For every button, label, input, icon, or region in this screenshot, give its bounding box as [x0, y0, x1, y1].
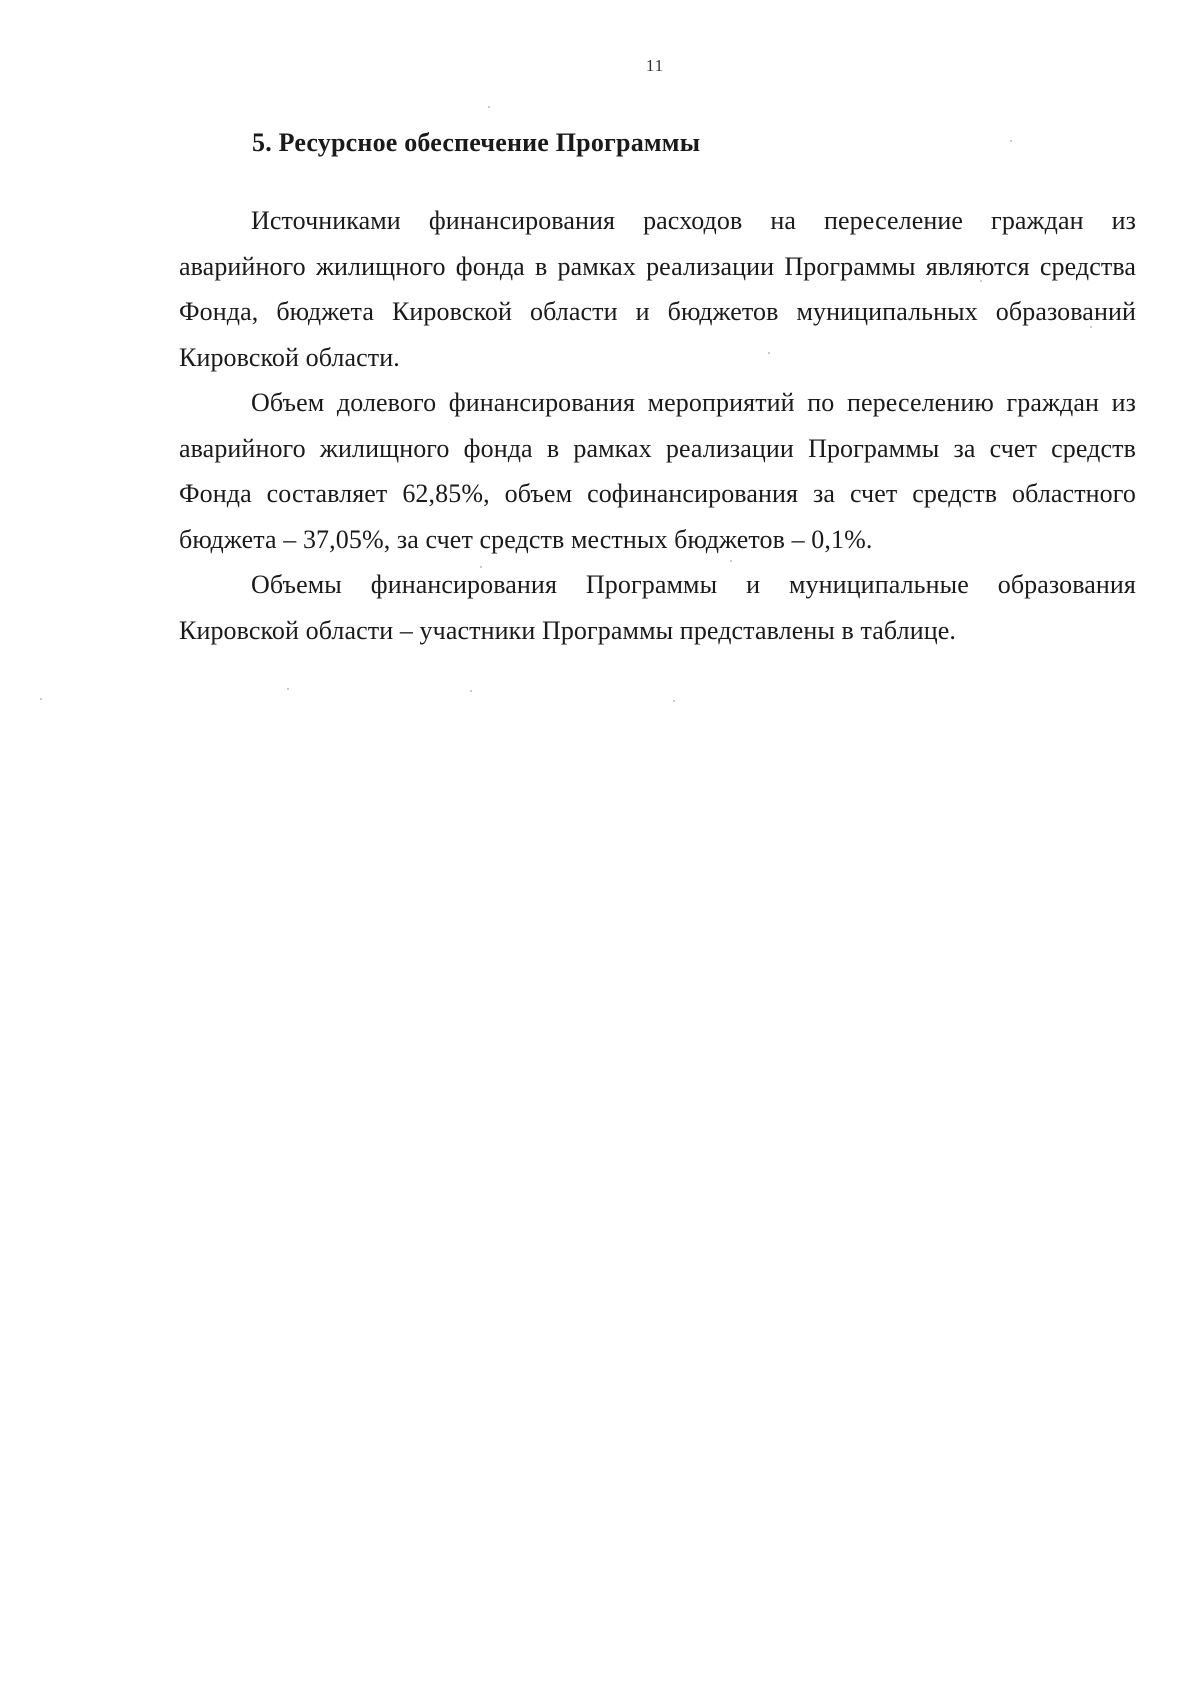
section-body	[179, 198, 1136, 653]
scan-speck	[488, 106, 490, 108]
scan-speck	[287, 688, 289, 690]
page-number: 11	[645, 56, 665, 75]
scan-speck	[768, 352, 770, 354]
scan-speck	[1010, 140, 1012, 142]
scan-speck	[480, 566, 482, 568]
scan-speck	[470, 690, 472, 692]
paragraph-table-reference: Объемы финансирования Программы и муниципальные образования Кировской области – участники Программы представлены в таблице.	[179, 570, 1136, 645]
paragraph-funding-shares: Объем долевого финансирования мероприятий по переселению граждан из аварийного жилищного фонда в рамках реализации Программы за счет средств Фонда составляет 62,85%, объем софинансирования за счет средств областного бюджета – 37,05%, за счет средств местных бюджетов – 0,1%.	[179, 388, 1136, 554]
section-heading: 5. Ресурсное обеспечение Программы	[252, 128, 701, 157]
scan-speck	[730, 560, 732, 562]
scan-speck	[1090, 326, 1092, 328]
paragraph-funding-sources: Источниками финансирования расходов на переселение граждан из аварийного жилищного фонда в рамках реализации Программы являются средства Фонда, бюджета Кировской области и бюджетов муниципальных образований Кировской области.	[179, 206, 1136, 372]
scan-speck	[40, 698, 42, 700]
scan-speck	[673, 700, 675, 702]
scan-speck	[980, 280, 982, 282]
